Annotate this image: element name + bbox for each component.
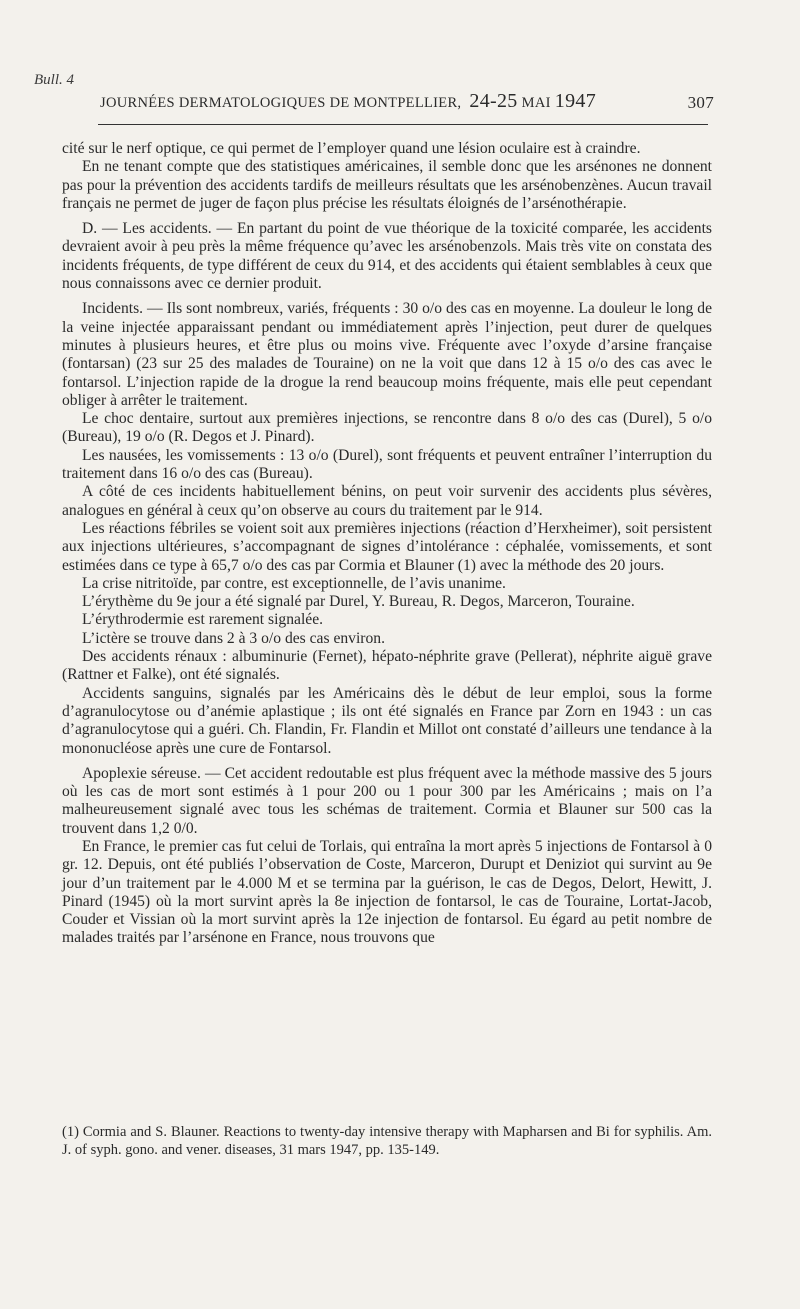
- paragraph: En France, le premier cas fut celui de Torlais, qui entraîna la mort après 5 injections de Fontarsol à 0 gr. 12. Depuis, ont été publiés l’observation de Coste, Marceron, Durupt et Deniziot qui survint au 9e jour d’un traitement par le 4.000 M et se termina par la guérison, le cas de Degos, Delort, Hewitt, J. Pinard (1945) où la mort survint après la 8e injection de fontarsol, le cas de Touraine, Lortat-Jacob, Couder et Vissian où la mort survint après la 12e injection de fontarsol. Eu égard au petit nombre de malades traités par l’arsénone en France, nous trouvons que: [62, 837, 712, 947]
- running-head-year: 1947: [554, 90, 596, 112]
- running-head: [100, 90, 712, 113]
- header-rule: [98, 124, 708, 125]
- footnote: (1) Cormia and S. Blauner. Reactions to twenty-day intensive therapy with Mapharsen and Bi for syphilis. Am. J. of syph. gono. and vener. diseases, 31 mars 1947, pp. 135-149.: [62, 1124, 712, 1158]
- running-head-month: MAI: [521, 95, 551, 111]
- paragraph: Apoplexie séreuse. — Cet accident redoutable est plus fréquent avec la méthode massive des 5 jours où les cas de mort sont estimés à 1 pour 200 ou 1 pour 300 par les Américains ; mais on l’a malheureusement signalé avec tous les schémas de traitement. Cormia et Blauner sur 500 cas la trouvent dans 1,2 0/0.: [62, 764, 712, 837]
- body-text: [62, 140, 712, 948]
- paragraph: cité sur le nerf optique, ce qui permet de l’employer quand une lésion oculaire est à craindre.: [62, 140, 641, 157]
- paragraph: A côté de ces incidents habituellement bénins, on peut voir survenir des accidents plus sévères, analogues en général à ceux qu’on observe au cours du traitement par le 914.: [62, 483, 712, 519]
- running-head-dates: 24-25: [469, 90, 518, 112]
- paragraph: Les réactions fébriles se voient soit aux premières injections (réaction d’Herxheimer), soit persistent aux injections ultérieures, s’accompagnant de signes d’intolérance : céphalée, vomissements, et sont estimées dans ce type à 65,7 o/o des cas par Cormia et Blauner (1) avec la méthode des 20 jours.: [62, 519, 712, 574]
- paragraph: Le choc dentaire, surtout aux premières injections, se rencontre dans 8 o/o des cas (Durel), 5 o/o (Bureau), 19 o/o (R. Degos et J. Pinard).: [62, 410, 712, 446]
- paragraph: L’érythrodermie est rarement signalée.: [82, 611, 324, 629]
- paragraph: En ne tenant compte que des statistiques américaines, il semble donc que les arsénones ne donnent pas pour la prévention des accidents tardifs de meilleurs résultats que les arsénobenzènes. Aucun travail français ne permet de juger de façon plus précise les résultats éloignés de l’arsénothérapie.: [62, 158, 712, 212]
- paragraph: L’ictère se trouve dans 2 à 3 o/o des cas environ.: [82, 629, 385, 647]
- running-head-title: JOURNÉES DERMATOLOGIQUES DE MONTPELLIER,: [100, 95, 462, 111]
- paragraph: Les nausées, les vomissements : 13 o/o (Durel), sont fréquents et peuvent entraîner l’interruption du traitement dans 16 o/o des cas (Bureau).: [62, 446, 712, 483]
- paragraph: La crise nitritoïde, par contre, est exceptionnelle, de l’avis unanime.: [82, 574, 506, 592]
- paragraph: Des accidents rénaux : albuminurie (Fernet), hépato-néphrite grave (Pellerat), néphrite aiguë grave (Rattner et Falke), ont été signalés.: [62, 648, 712, 684]
- paragraph: Incidents. — Ils sont nombreux, variés, fréquents : 30 o/o des cas en moyenne. La douleur le long de la veine injectée apparaissant pendant ou immédiatement après l’injection, peut durer de quelques minutes à plusieurs heures, et être plus ou moins vive. Fréquente avec l’oxyde d’arsine française (fontarsan) (23 sur 25 des malades de Touraine) on ne la voit que dans 12 à 15 o/o des cas avec le fontarsol. L’injection rapide de la drogue la rend beaucoup moins fréquente, mais elle peut cependant obliger à arrêter le traitement.: [62, 300, 712, 409]
- section-heading-paragraph: D. — Les accidents. — En partant du point de vue théorique de la toxicité comparée, les accidents devraient avoir à peu près la même fréquence qu’avec les arsénobenzols. Mais très vite on constata des incidents fréquents, de type différent de ceux du 914, et des accidents qui étaient semblables à ceux que nous connaissons avec ce dernier produit.: [62, 220, 712, 293]
- paragraph: Accidents sanguins, signalés par les Américains dès le début de leur emploi, sous la forme d’agranulocytose ou d’anémie aplastique ; ils ont été signalés en France par Zorn en 1943 : un cas d’agranulocytose qui a guéri. Ch. Flandin, Fr. Flandin et Millot ont constaté d’ailleurs une tendance à la mononucléose après une cure de Fontarsol.: [62, 684, 712, 757]
- footnotes: [62, 1124, 712, 1159]
- paragraph: L’érythème du 9e jour a été signalé par Durel, Y. Bureau, R. Degos, Marceron, Touraine.: [82, 593, 635, 611]
- bulletin-marginal-note: Bull. 4: [34, 72, 74, 88]
- page-number: 307: [687, 93, 714, 112]
